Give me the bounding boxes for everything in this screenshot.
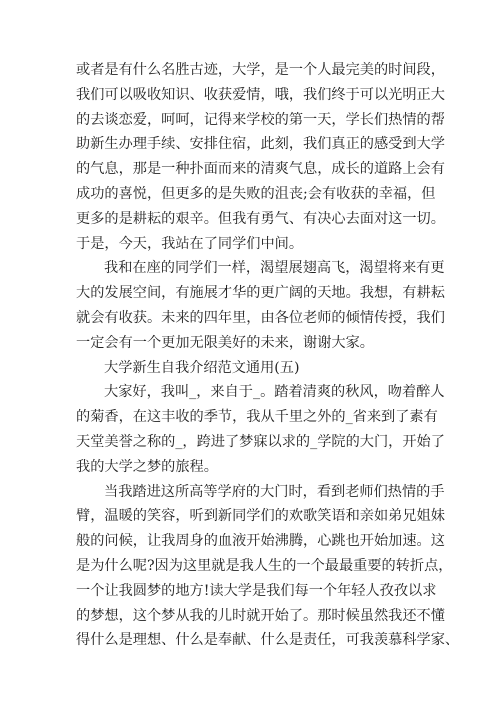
text-line: 的气息，那是一种扑面而来的清爽气息，成长的道路上会有 <box>76 161 445 178</box>
text-line: 的梦想，这个梦从我的儿时就开始了。那时候虽然我还不懂 <box>76 607 445 624</box>
text-line: 我的大学之梦的旅程。 <box>76 458 218 475</box>
text-line: 于是，今天，我站在了同学们中间。 <box>76 235 304 252</box>
text-line: 得什么是理想、什么是奉献、什么是责任，可我羡慕科学家、 <box>76 632 460 649</box>
text-line: 天堂美誉之称的_，跨进了梦寐以求的_学院的大门，开始了 <box>76 433 445 450</box>
paragraph-continued <box>76 58 445 256</box>
section-heading <box>76 356 426 381</box>
text-line: 的去谈恋爱，呵呵，记得来学校的第一天，学长们热情的帮 <box>76 111 445 128</box>
paragraph <box>76 380 445 479</box>
text-line: 一定会有一个更加无限美好的未来，谢谢大家。 <box>76 334 374 351</box>
text-line: 一个让我圆梦的地方!读大学是我们每一个年轻人孜孜以求 <box>76 582 437 599</box>
text-line: 的菊香，在这丰收的季节，我从千里之外的_省来到了素有 <box>76 409 438 426</box>
document-body <box>76 58 460 653</box>
text-line: 般的问候，让我周身的血液开始沸腾，心跳也开始加速。这 <box>76 533 445 550</box>
text-line: 更多的是耕耘的艰辛。但我有勇气、有决心去面对这一切。 <box>76 210 445 227</box>
text-line: 大家好，我叫_，来自于_。踏着清爽的秋风，吻着醉人 <box>104 384 445 401</box>
text-line: 助新生办理手续、安排住宿，此刻，我们真正的感受到大学 <box>76 136 445 153</box>
paragraph <box>76 256 445 355</box>
text-line: 或者是有什么名胜古迹，大学，是一个人最完美的时间段， <box>76 62 445 78</box>
heading-text: 大学新生自我介绍范文通用(五) <box>104 359 300 376</box>
text-line: 成功的喜悦，但更多的是失败的沮丧;会有收获的幸福，但 <box>76 185 436 202</box>
text-line: 当我踏进这所高等学府的大门时，看到老师们热情的手 <box>104 483 445 500</box>
text-line: 大的发展空间，有施展才华的更广阔的天地。我想，有耕耘 <box>76 285 445 302</box>
text-line: 我们可以吸收知识、收获爱情，哦，我们终于可以光明正大 <box>76 86 445 103</box>
text-line: 臂，温暖的笑容，听到新同学们的欢歌笑语和亲如弟兄姐妹 <box>76 508 445 525</box>
paragraph <box>76 480 460 654</box>
text-line: 我和在座的同学们一样，渴望展翅高飞，渴望将来有更 <box>104 260 445 277</box>
text-line: 是为什么呢?因为这里就是我人生的一个最最重要的转折点， <box>76 557 453 574</box>
text-line: 就会有收获。未来的四年里，由各位老师的倾情传授，我们 <box>76 309 445 326</box>
